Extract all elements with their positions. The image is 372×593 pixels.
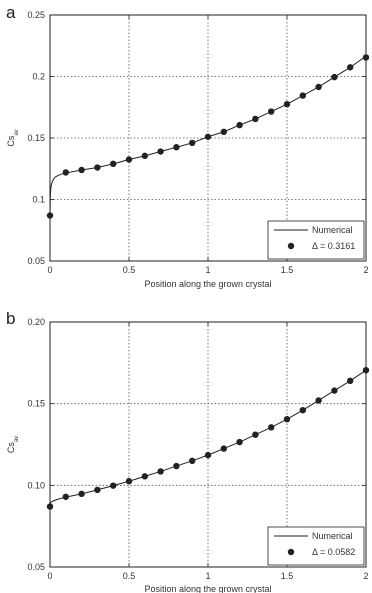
- data-point: [268, 424, 274, 430]
- y-tick-label: 0.05: [27, 562, 45, 572]
- y-axis-label: [6, 436, 20, 453]
- y-tick-label: 0.1: [32, 194, 45, 205]
- y-tick-label: 0.2: [32, 71, 45, 82]
- panel-label: a: [6, 3, 16, 22]
- data-point: [221, 445, 227, 451]
- y-tick-label: 0.15: [27, 398, 45, 409]
- data-point: [47, 503, 53, 509]
- data-point: [347, 64, 353, 70]
- x-tick-label: 0.5: [122, 265, 136, 275]
- legend: [268, 221, 364, 259]
- y-axis-label-subscript: av: [14, 129, 20, 136]
- y-axis-label-main: Cs: [6, 442, 16, 454]
- legend-entry-label: Δ = 0.0582: [312, 547, 356, 557]
- data-point: [205, 452, 211, 458]
- data-point: [110, 161, 116, 167]
- data-point: [252, 432, 258, 438]
- y-axis-label-main: Cs: [6, 135, 16, 147]
- y-axis-label: [6, 129, 20, 146]
- data-point: [300, 92, 306, 98]
- panel-label: b: [6, 309, 16, 328]
- legend-entry-label: Numerical: [312, 531, 353, 541]
- data-point: [315, 84, 321, 90]
- data-point: [126, 156, 132, 162]
- x-axis-label: Position along the grown crystal: [144, 279, 272, 289]
- chart-panel-b: [6, 309, 369, 593]
- data-point: [94, 487, 100, 493]
- data-point: [78, 167, 84, 173]
- x-tick-label: 0.5: [122, 571, 136, 581]
- data-point: [78, 491, 84, 497]
- legend-entry-label: Δ = 0.3161: [312, 241, 356, 251]
- data-point: [189, 140, 195, 146]
- x-tick-label: 1.5: [280, 265, 294, 275]
- data-point: [47, 212, 53, 218]
- x-axis-label: Position along the grown crystal: [144, 584, 272, 593]
- data-point: [126, 478, 132, 484]
- legend-entry-label: Numerical: [312, 225, 353, 235]
- data-point: [331, 387, 337, 393]
- data-point: [315, 397, 321, 403]
- x-tick-label: 1.5: [280, 571, 294, 581]
- data-point: [189, 458, 195, 464]
- data-point: [94, 164, 100, 170]
- y-tick-label: 0.20: [27, 317, 45, 327]
- x-tick-label: 1: [205, 265, 211, 275]
- data-point: [236, 122, 242, 128]
- data-point: [284, 416, 290, 422]
- x-tick-label: 2: [363, 265, 369, 275]
- chart-panel-a: [6, 3, 369, 289]
- data-point: [157, 148, 163, 154]
- legend: [268, 527, 364, 565]
- y-tick-label: 0.25: [27, 10, 45, 20]
- data-point: [347, 378, 353, 384]
- legend-marker-swatch: [288, 243, 294, 249]
- data-point: [110, 482, 116, 488]
- y-axis-label-subscript: av: [14, 435, 20, 443]
- legend-marker-swatch: [288, 549, 294, 555]
- data-point: [221, 129, 227, 135]
- data-point: [142, 153, 148, 159]
- data-point: [173, 144, 179, 150]
- data-point: [363, 367, 369, 373]
- data-point: [173, 463, 179, 469]
- data-point: [284, 101, 290, 107]
- y-tick-label: 0.10: [27, 480, 45, 491]
- data-point: [142, 473, 148, 479]
- x-tick-label: 0: [47, 265, 53, 275]
- data-point: [63, 494, 69, 500]
- data-point: [252, 116, 258, 122]
- data-point: [268, 108, 274, 114]
- data-point: [363, 54, 369, 60]
- y-tick-label: 0.15: [27, 133, 45, 143]
- data-point: [63, 169, 69, 175]
- x-tick-label: 0: [47, 571, 53, 581]
- x-tick-label: 1: [205, 571, 211, 581]
- data-point: [300, 407, 306, 413]
- data-point: [236, 439, 242, 445]
- y-tick-label: 0.05: [27, 256, 45, 266]
- x-tick-label: 2: [363, 571, 369, 581]
- data-point: [205, 134, 211, 140]
- data-point: [331, 74, 337, 80]
- data-point: [157, 468, 163, 474]
